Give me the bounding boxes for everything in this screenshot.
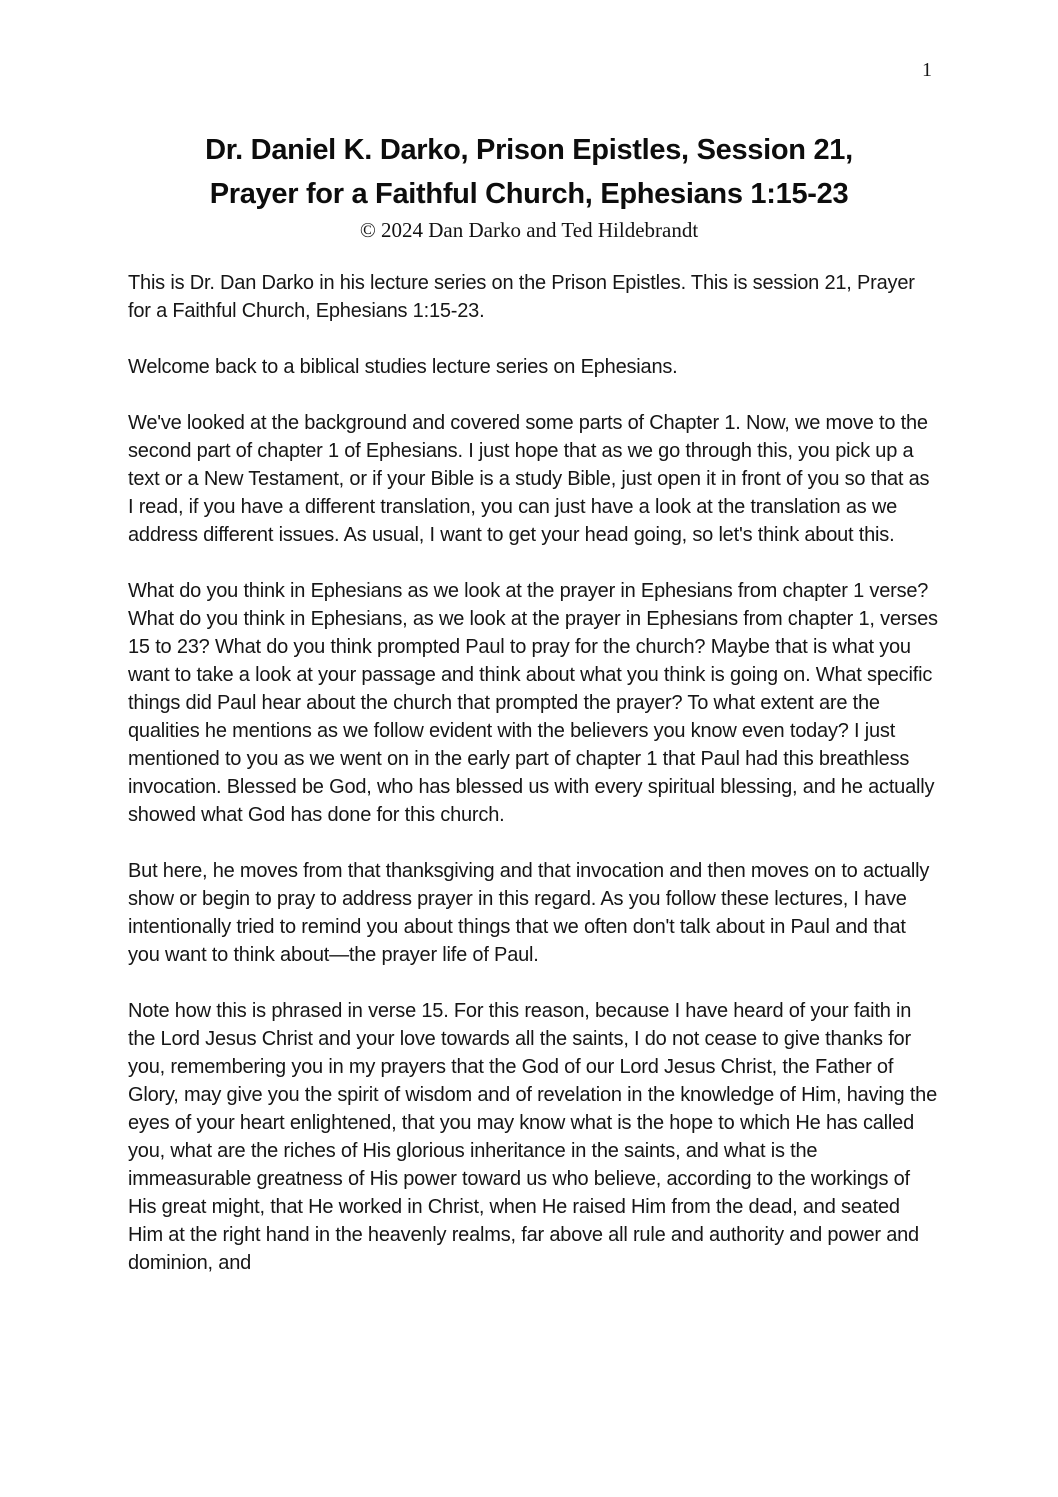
paragraph-verse15: Note how this is phrased in verse 15. For this reason, because I have heard of your faith in the Lord Jesus Christ and your love towards all the saints, I do not cease to give thanks for you, remembering you in my prayers that the God of our Lord Jesus Christ, the Father of Glory, may give you the spirit of wisdom and of revelation in the knowledge of Him, having the eyes of your heart enlightened, that you may know what is the hope to which He has called you, what are the riches of His glorious inheritance in the saints, and what is the immeasurable greatness of His power toward us who believe, according to the workings of His great might, that He worked in Christ, when He raised Him from the dead, and seated Him at the right hand in the heavenly realms, far above all rule and authority and power and dominion, and bbox=[128, 1000, 938, 1274]
paragraph-welcome: Welcome back to a biblical studies lecture series on Ephesians. bbox=[128, 356, 678, 378]
paragraph-questions: What do you think in Ephesians as we look at the prayer in Ephesians from chapter 1 verse? What do you think in Ephesians, as we look at the prayer in Ephesians from chapter 1, verses 15 to 23? What do you think prompted Paul to pray for the church? Maybe that is what you want to take a look at your passage and think about what you think is going on. What specific things did Paul hear about the church that prompted the prayer? To what extent are the qualities he mentions as we follow evident with the believers you know even today? I just mentioned to you as we went on in the early part of chapter 1 that Paul had this breathless invocation. Blessed be God, who has blessed us with every spiritual blessing, and he actually showed what God has done for this church. bbox=[128, 580, 938, 826]
paragraph-background: We've looked at the background and covered some parts of Chapter 1. Now, we move to the second part of chapter 1 of Ephesians. I just hope that as we go through this, you pick up a text or a New Testament, or if your Bible is a study Bible, just open it in front of you so that as I read, if you have a different translation, you can just have a look at the translation as we address different issues. As usual, I want to get your head going, so let's think about this. bbox=[128, 412, 930, 546]
title-line-1: Dr. Daniel K. Darko, Prison Epistles, Session 21, bbox=[205, 134, 853, 166]
paragraph-thanksgiving: But here, he moves from that thanksgiving and that invocation and then moves on to actually show or begin to pray to address prayer in this regard. As you follow these lectures, I have intentionally tried to remind you about things that we often don't talk about in Paul and that you want to think about—the prayer life of Paul. bbox=[128, 860, 930, 966]
copyright-line: © 2024 Dan Darko and Ted Hildebrandt bbox=[359, 218, 699, 242]
document-title bbox=[0, 128, 1058, 216]
paragraph-intro: This is Dr. Dan Darko in his lecture series on the Prison Epistles. This is session 21, Prayer for a Faithful Church, Ephesians 1:15-23. bbox=[128, 272, 915, 322]
page-number: 1 bbox=[922, 59, 932, 81]
title-line-2: Prayer for a Faithful Church, Ephesians 1:15-23 bbox=[209, 178, 849, 210]
transcript-body bbox=[128, 269, 940, 1305]
